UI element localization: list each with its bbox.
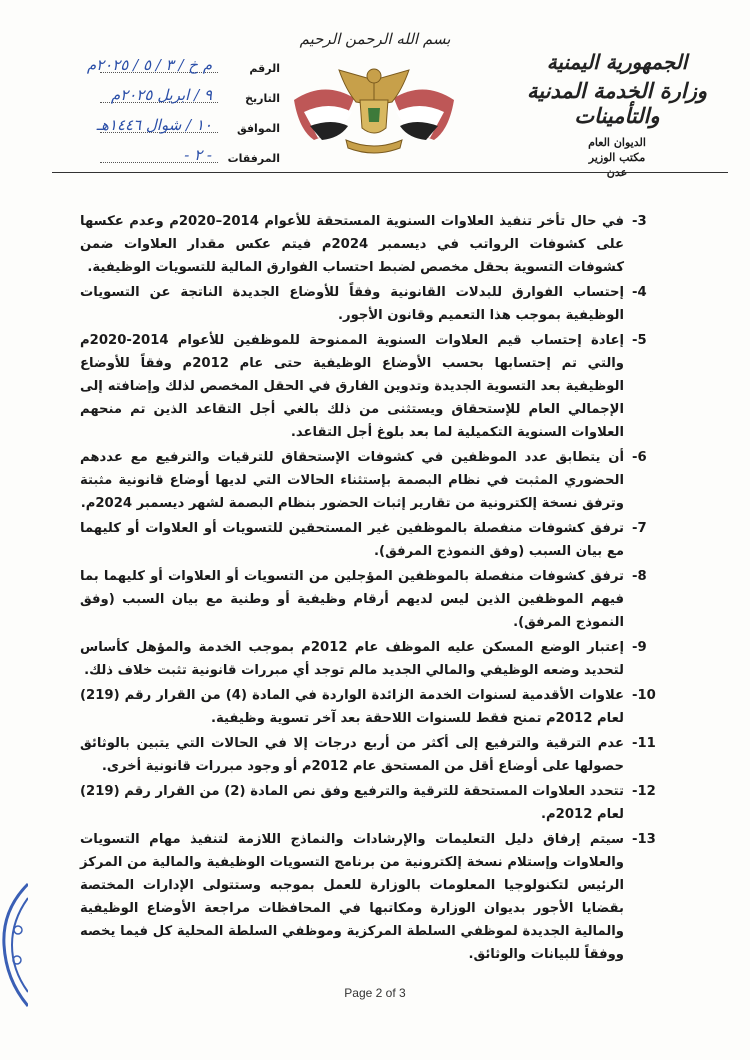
reference-block xyxy=(86,56,280,176)
list-item xyxy=(80,329,650,444)
list-item xyxy=(80,517,650,563)
hijri-date-label: الموافق xyxy=(236,122,280,135)
item-number: -4 xyxy=(632,285,647,300)
item-text: إعتبار الوضع المسكن عليه الموظف عام 2012م بموجب الخدمة والمؤهل كأساس لتحديد وضعه الوظيفي والمالي الجديد مالم توجد أي مبررات قانونية تثبت خلاف ذلك. xyxy=(80,640,624,678)
item-text: إحتساب الفوارق للبدلات القانونية وفقاً للأوضاع الجديدة الناتجة عن التسويات الوظيفية بموجب هذا التعميم وقانون الأجور. xyxy=(80,285,624,323)
hijri-date-value: ١٠ / شوال ١٤٤٦هـ xyxy=(96,116,212,134)
item-text: سيتم إرفاق دليل التعليمات والإرشادات والنماذج اللازمة لتنفيذ مهام التسويات والعلاوات وإستلام نسخة إلكترونية من برنامج التسويات الوظيفية والمالية من المركز الرئيس لتكنولوجيا المعلومات بالوزارة للعمل بموجبه وستتولى الإدارات المختصة بقضايا الأجور بديوان الوزارة ومكاتبها في المحافظات مراجعة الأوضاع الوظيفية والمالية الجديدة لموظفي السلطة المركزية وموظفي السلطة المحلية كل فيما يخصه ووفقاً للبيانات والوثائق. xyxy=(80,832,624,962)
item-text: ترفق كشوفات منفصلة بالموظفين المؤجلين من التسويات أو العلاوات أو كليهما بما فيهم الموظفين الذين ليس لديهم أرقام وظيفية أو وطنية مع بيان السبب (وفق النموذج المرفق). xyxy=(80,569,624,630)
list-item xyxy=(80,565,650,634)
list-item xyxy=(80,780,656,826)
attachments-label: المرفقات xyxy=(227,152,280,165)
item-number: -7 xyxy=(632,521,647,536)
ministry-line-4: مكتب الوزير xyxy=(588,151,646,164)
item-text: علاوات الأقدمية لسنوات الخدمة الزائدة الواردة في المادة (4) من القرار رقم (219) لعام 2012م تمنح فقط للسنوات اللاحقة بعد آخر تسوية وظيفية. xyxy=(80,688,624,726)
item-text: ترفق كشوفات منفصلة بالموظفين غير المستحقين للتسويات أو العلاوات أو كليهما مع بيان السبب (وفق النموذج المرفق). xyxy=(80,521,624,559)
page-number: Page 2 of 3 xyxy=(344,986,406,1000)
ministry-line-2: وزارة الخدمة المدنية والتأمينات xyxy=(526,78,708,128)
list-item xyxy=(80,210,650,279)
item-text: في حال تأخر تنفيذ العلاوات السنوية المستحقة للأعوام 2014–2020م وعدم عكسها على كشوفات الرواتب في ديسمبر 2024م فيتم عكس مقدار العلاوات ضمن كشوفات التسوية بحقل مخصص لضبط احتساب الفوارق المالية للتسويات الوظيفية. xyxy=(80,214,624,275)
item-number: -13 xyxy=(632,832,656,847)
item-number: -11 xyxy=(632,736,656,751)
date-value: ٩ / ابريل ٢٠٢٥م xyxy=(110,86,212,104)
list-item xyxy=(80,684,656,730)
reference-number-label: الرقم xyxy=(249,62,280,75)
letterhead xyxy=(0,0,750,179)
header-divider xyxy=(52,172,728,173)
reference-number-row xyxy=(86,56,280,80)
item-number: -9 xyxy=(632,640,647,655)
ministry-line-5: عدن xyxy=(606,166,628,179)
ministry-line-3: الديوان العام xyxy=(588,136,646,149)
list-item xyxy=(80,446,650,515)
list-item xyxy=(80,732,656,778)
date-label: التاريخ xyxy=(245,92,280,105)
ministry-block xyxy=(512,50,722,179)
item-number: -5 xyxy=(632,333,647,348)
item-text: إعادة إحتساب قيم العلاوات السنوية الممنوحة للموظفين للأعوام 2014-2020م والتي تم إحتسابها بحسب الأوضاع الوظيفية حتى عام 2012م وفقاً للأوضاع الوظيفية بعد التسوية الجديدة وتدوين الفارق في الحقل المخصص لذلك وإضافته إلى الإجمالي العام للإستحقاق ويستثنى من ذلك بالغي أجل التقاعد الذين تم منحهم العلاوات السنوية التكميلية لما بعد بلوغ أجل التقاعد. xyxy=(80,333,624,440)
basmala: بسم الله الرحمن الرحيم xyxy=(299,30,451,48)
attachments-row xyxy=(100,146,280,170)
item-number: -8 xyxy=(632,569,647,584)
item-number: -6 xyxy=(632,450,647,465)
item-number: -12 xyxy=(632,784,656,799)
eagle-emblem-icon xyxy=(284,60,464,160)
ministry-line-1: الجمهورية اليمنية xyxy=(546,50,688,74)
date-row xyxy=(100,86,280,110)
item-number: -3 xyxy=(632,214,647,229)
item-text: أن يتطابق عدد الموظفين في كشوفات الإستحقاق للترقيات والترفيع مع عددهم الحضوري المثبت في نظام البصمة بإستثناء الحالات التي لديها أوضاع قانونية مثبتة وترفق نسخة إلكترونية من تقارير إثبات الحضور بنظام البصمة لشهر ديسمبر 2024م. xyxy=(80,450,624,511)
list-item xyxy=(80,281,650,327)
document-body xyxy=(80,210,656,968)
list-item xyxy=(80,828,656,966)
item-text: تتحدد العلاوات المستحقة للترقية والترفيع وفق نص المادة (2) من القرار رقم (219) لعام 2012م. xyxy=(80,784,624,822)
hijri-date-row xyxy=(96,116,280,140)
item-number: -10 xyxy=(632,688,656,703)
reference-number-value: م خ / ٣ / ٥ / ٢٠٢٥م xyxy=(86,56,212,74)
item-text: عدم الترقية والترفيع إلى أكثر من أربع درجات إلا في الحالات التي يتبين بالوثائق حصولها على أوضاع أقل من المستحق عام 2012م أو وجود مبررات قانونية أخرى. xyxy=(80,736,624,774)
attachments-value: - ٢ - xyxy=(184,146,212,164)
list-item xyxy=(80,636,650,682)
